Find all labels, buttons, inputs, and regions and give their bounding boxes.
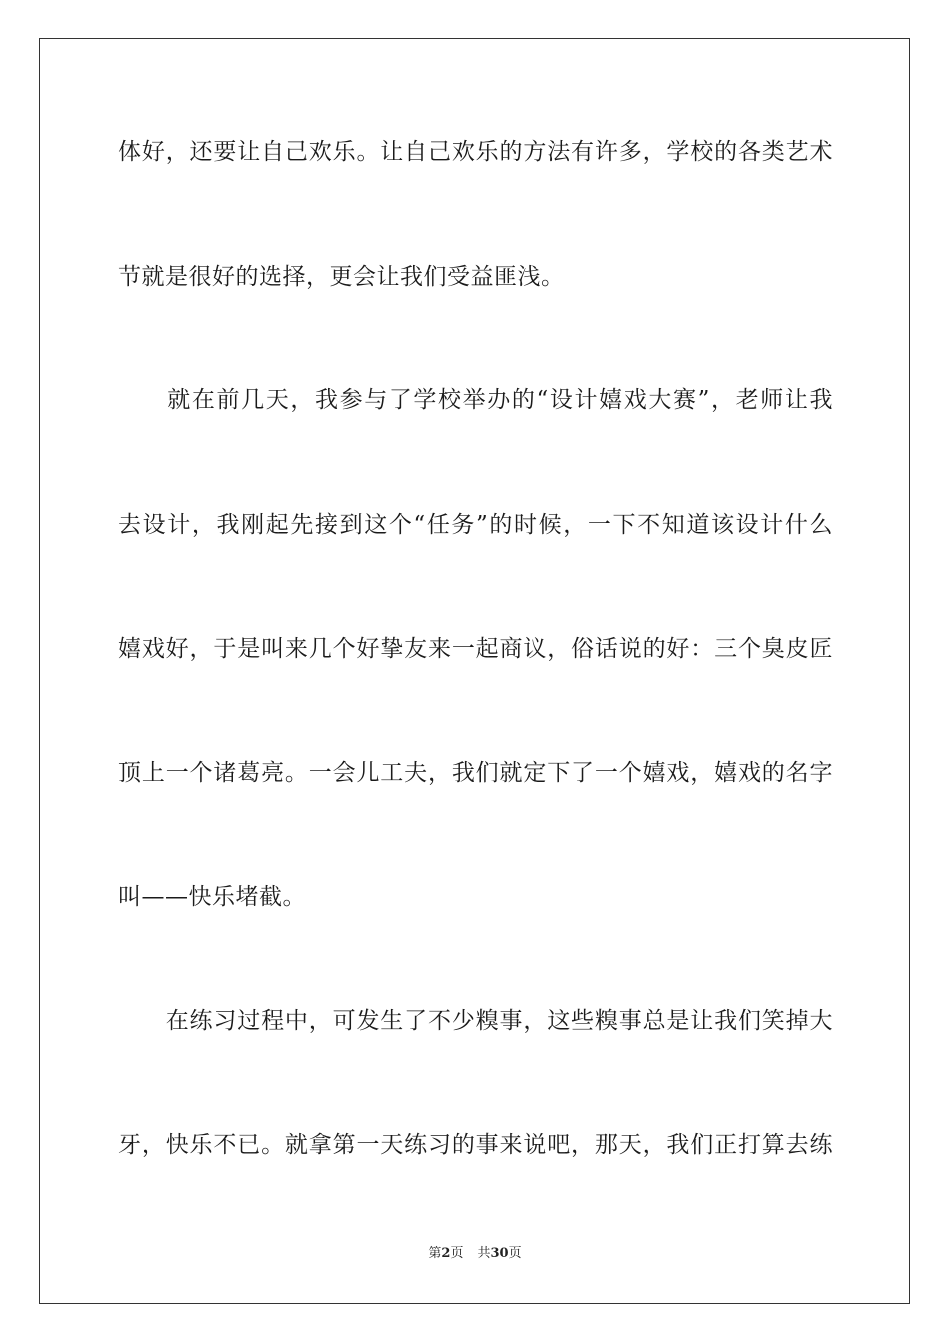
- body-text-line: 顶上一个诸葛亮。一会儿工夫，我们就定下了一个嬉戏，嬉戏的名字: [118, 760, 833, 786]
- body-text-line: 牙，快乐不已。就拿第一天练习的事来说吧，那天，我们正打算去练: [118, 1132, 833, 1158]
- body-text-line: 就在前几天，我参与了学校举办的“设计嬉戏大赛”，老师让我: [118, 387, 833, 413]
- body-text-line: 节就是很好的选择，更会让我们受益匪浅。: [118, 264, 565, 290]
- page-footer: [0, 1245, 950, 1263]
- body-text-line: 嬉戏好，于是叫来几个好挚友来一起商议，俗话说的好：三个臭皮匠: [118, 636, 833, 662]
- page-border: [39, 38, 910, 1304]
- body-text-line: 在练习过程中，可发生了不少糗事，这些糗事总是让我们笑掉大: [118, 1008, 833, 1034]
- body-text-line: 去设计，我刚起先接到这个“任务”的时候，一下不知道该设计什么: [118, 512, 833, 538]
- body-text-line: 叫——快乐堵截。: [118, 884, 306, 910]
- body-text-line: 体好，还要让自己欢乐。让自己欢乐的方法有许多，学校的各类艺术: [118, 139, 833, 165]
- total-pages: 30: [490, 1246, 509, 1261]
- page-prefix: 第: [428, 1246, 442, 1261]
- total-prefix: 共: [477, 1246, 491, 1261]
- total-suffix: 页: [508, 1246, 522, 1261]
- page-suffix: 页: [450, 1246, 464, 1261]
- page-number: 2: [441, 1246, 451, 1261]
